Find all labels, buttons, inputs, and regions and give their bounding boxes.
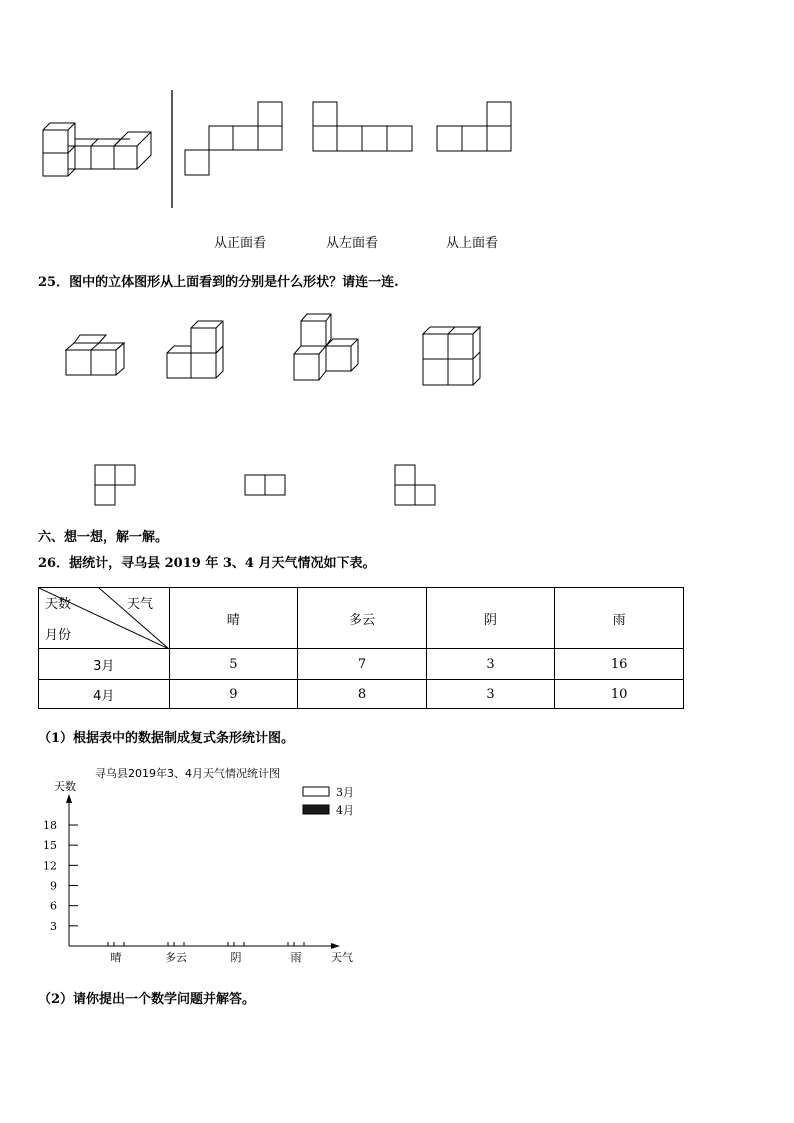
row-label-april: 4月 bbox=[39, 680, 170, 709]
q25-shape-b bbox=[245, 475, 285, 495]
q25-solid-2 bbox=[167, 321, 223, 378]
front-view-shape bbox=[185, 102, 282, 175]
x-axis-label: 天气 bbox=[331, 951, 353, 964]
corner-label-weather: 天气 bbox=[127, 597, 154, 612]
y-tick-label: 3 bbox=[50, 919, 57, 933]
cell-march-cloudy: 7 bbox=[298, 649, 427, 680]
cell-april-sunny: 9 bbox=[169, 680, 298, 709]
cell-april-cloudy: 8 bbox=[298, 680, 427, 709]
header-cloudy: 多云 bbox=[298, 588, 427, 649]
section-6-heading: 六、想一想，解一解。 bbox=[38, 530, 169, 545]
x-category-label: 阴 bbox=[230, 951, 242, 964]
sub-question-1: （1）根据表中的数据制成复式条形统计图。 bbox=[38, 731, 295, 746]
q25-shape-a bbox=[95, 465, 135, 505]
row-label-march: 3月 bbox=[39, 649, 170, 680]
view-label-top: 从上面看 bbox=[446, 236, 499, 251]
legend-swatch-march bbox=[303, 787, 329, 796]
view-label-front: 从正面看 bbox=[214, 236, 267, 251]
chart-title: 寻乌县2019年3、4月天气情况统计图 bbox=[95, 767, 280, 780]
x-axis-arrow bbox=[331, 943, 340, 949]
y-axis-label: 天数 bbox=[54, 780, 76, 793]
cell-april-rain: 10 bbox=[555, 680, 684, 709]
cell-march-sunny: 5 bbox=[169, 649, 298, 680]
question-26-text: 26．据统计，寻乌县 2019 年 3、4 月天气情况如下表。 bbox=[38, 556, 376, 571]
left-view-shape bbox=[313, 102, 412, 151]
table-row bbox=[39, 680, 684, 709]
top-view-shape bbox=[437, 102, 511, 151]
x-category-label: 多云 bbox=[165, 951, 187, 964]
views-figure bbox=[0, 0, 794, 260]
q25-solid-3 bbox=[294, 314, 358, 380]
table-row bbox=[39, 649, 684, 680]
bar-chart bbox=[0, 760, 400, 970]
legend-label-april: 4月 bbox=[336, 804, 354, 817]
question-25-text: 25．图中的立体图形从上面看到的分别是什么形状？请连一连. bbox=[38, 275, 399, 290]
q25-solid-4 bbox=[423, 327, 480, 385]
y-tick-label: 12 bbox=[43, 859, 57, 873]
solid-figure-left bbox=[43, 123, 151, 176]
legend-swatch-april bbox=[303, 805, 329, 814]
header-sunny: 晴 bbox=[169, 588, 298, 649]
table-corner-cell bbox=[39, 588, 170, 649]
corner-label-month: 月份 bbox=[45, 628, 72, 643]
y-axis-arrow bbox=[66, 794, 72, 803]
y-tick-label: 6 bbox=[50, 899, 57, 913]
x-category-label: 雨 bbox=[290, 951, 302, 964]
q25-solid-1 bbox=[66, 335, 124, 375]
cell-march-rain: 16 bbox=[555, 649, 684, 680]
y-tick-label: 9 bbox=[50, 879, 57, 893]
y-tick-label: 18 bbox=[43, 819, 57, 832]
q25-figures bbox=[0, 300, 794, 515]
weather-table bbox=[38, 587, 684, 709]
view-label-left: 从左面看 bbox=[326, 236, 379, 251]
cell-april-overcast: 3 bbox=[426, 680, 555, 709]
header-rain: 雨 bbox=[555, 588, 684, 649]
y-tick-label: 15 bbox=[43, 839, 57, 853]
q25-shape-c bbox=[395, 465, 435, 505]
corner-label-days: 天数 bbox=[45, 597, 72, 612]
header-overcast: 阴 bbox=[426, 588, 555, 649]
x-category-label: 晴 bbox=[110, 951, 122, 964]
sub-question-2: （2）请你提出一个数学问题并解答。 bbox=[38, 992, 256, 1007]
cell-march-overcast: 3 bbox=[426, 649, 555, 680]
legend-label-march: 3月 bbox=[336, 786, 354, 799]
